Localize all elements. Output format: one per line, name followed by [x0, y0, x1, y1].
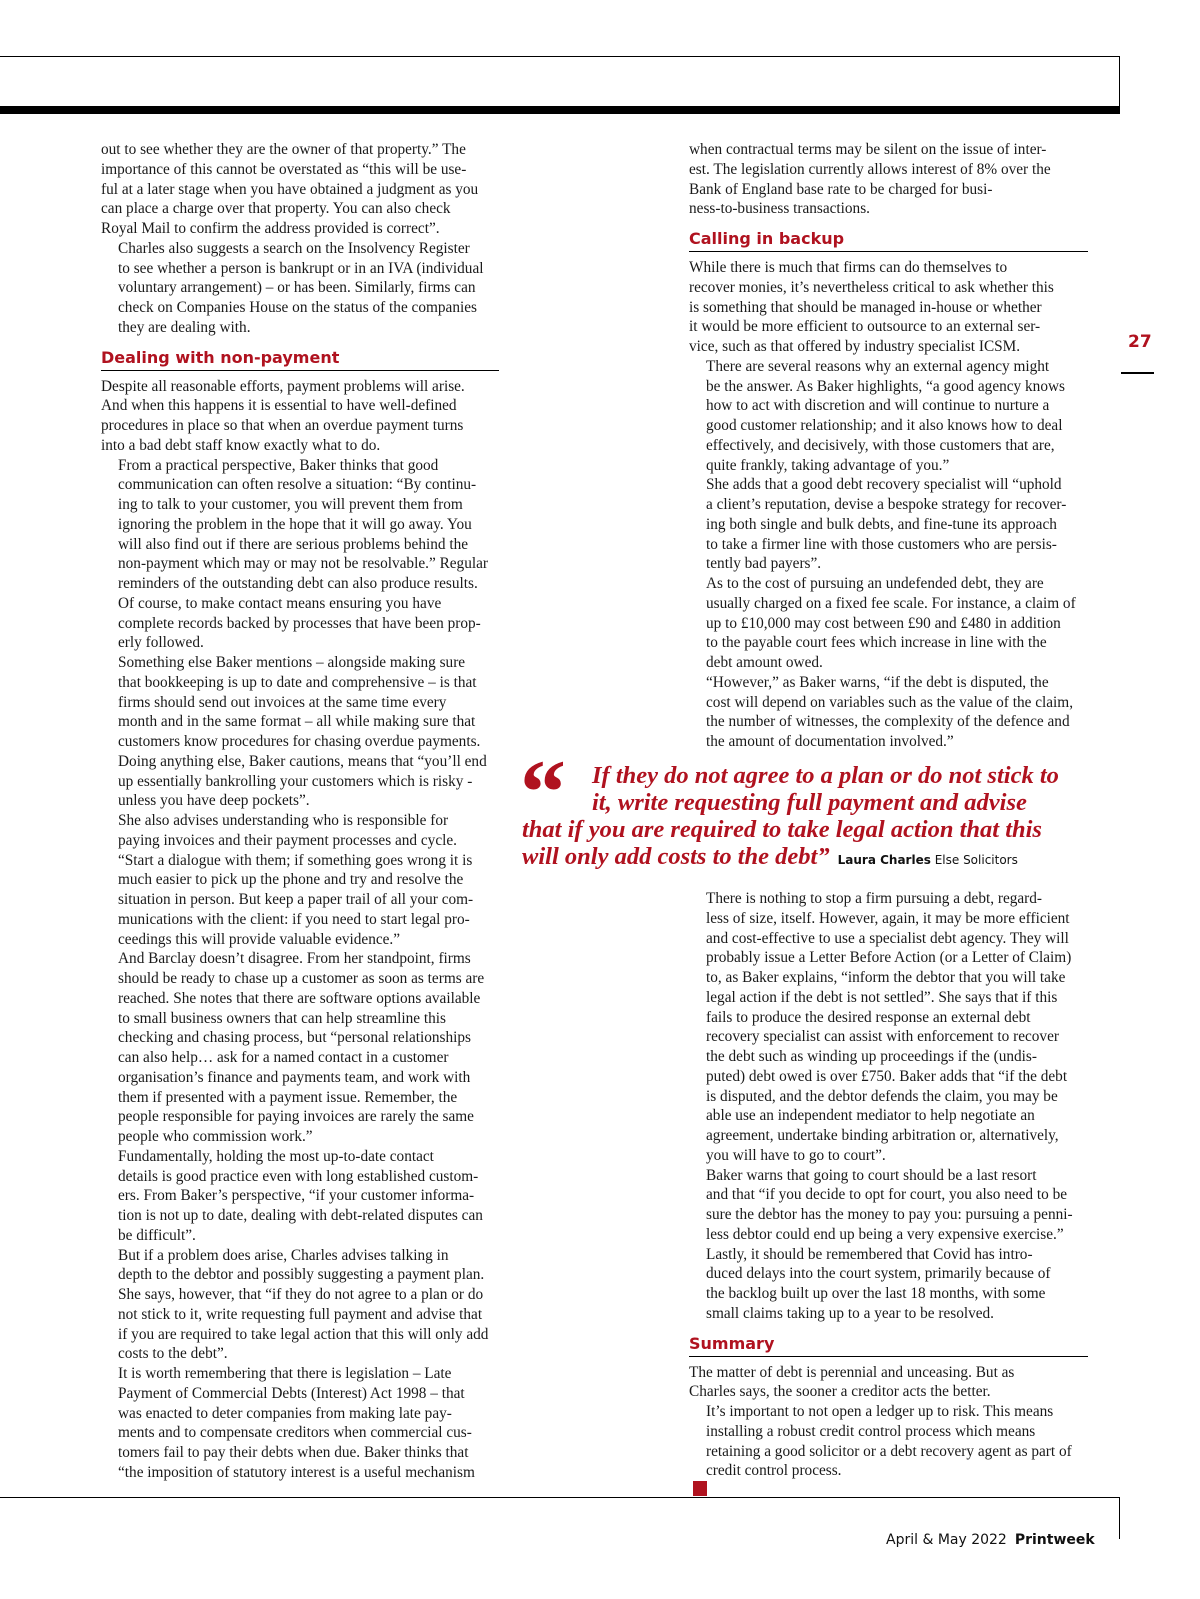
paragraph: [689, 140, 1088, 219]
paragraph: [689, 1166, 1088, 1245]
text-line: As to the cost of pursuing an undefended debt, they are: [706, 575, 1044, 592]
text-line: the backlog built up over the last 18 months, with some: [706, 1285, 1046, 1302]
bottom-vertical-rule: [1119, 1497, 1120, 1539]
attribution-org: Else Solicitors: [934, 853, 1018, 867]
text-line: And when this happens it is essential to have well-defined: [101, 397, 457, 415]
text-line: effectively, and decisively, with those customers that are,: [706, 436, 1055, 454]
quote-mark-icon: “: [520, 741, 566, 843]
text-line: Charles says, the sooner a creditor acts the better.: [689, 1383, 991, 1401]
paragraph: [689, 1363, 1088, 1403]
printweek-end-mark-icon: P: [693, 1481, 707, 1496]
subheading-calling-in-backup: Calling in backup: [689, 229, 1088, 252]
paragraph: [101, 653, 499, 811]
page-footer: [886, 1532, 1095, 1548]
right-column-top: [689, 140, 1088, 752]
text-line: Payment of Commercial Debts (Interest) Act 1998 – that: [118, 1384, 465, 1402]
text-line: erly followed.: [118, 634, 204, 652]
text-line: Bank of England base rate to be charged for busi-: [689, 180, 993, 198]
text-line: Doing anything else, Baker cautions, means that “you’ll end: [118, 752, 487, 770]
text-line: can place a charge over that property. You can also check: [101, 200, 451, 218]
text-line: a client’s reputation, devise a bespoke strategy for recover-: [706, 496, 1067, 513]
pull-quote-line: it, write requesting full payment and advise: [592, 789, 1027, 816]
text-line: recover monies, it’s nevertheless critical to ask whether this: [689, 278, 1054, 296]
text-line: credit control process. P: [689, 1461, 1088, 1496]
final-paragraph: [689, 1402, 1088, 1496]
text-line: puted) debt owed is over £750. Baker adds that “if the debt: [706, 1067, 1068, 1085]
text-line: recovery specialist can assist with enforcement to recover: [706, 1028, 1059, 1046]
text-line: and cost-effective to use a specialist debt agency. They will: [706, 929, 1069, 947]
pull-quote-line: will only add costs to the debt”: [522, 843, 830, 870]
text-line: when contractual terms may be silent on the issue of inter-: [689, 141, 1047, 158]
text-line: to take a firmer line with those customers who are persis-: [706, 535, 1057, 553]
text-line: can also help… ask for a named contact in a customer: [118, 1049, 449, 1066]
text-line: tomers fail to pay their debts when due. Baker thinks that: [118, 1444, 469, 1461]
text-line: customers know procedures for chasing overdue payments.: [118, 733, 481, 750]
paragraph: [689, 475, 1088, 574]
text-line: them if presented with a payment issue. Remember, the: [118, 1088, 458, 1106]
text-line: retaining a good solicitor or a debt recovery agent as part of: [706, 1442, 1072, 1460]
text-line: unless you have deep pockets”.: [118, 792, 310, 810]
text-line: details is good practice even with long established custom-: [118, 1167, 479, 1185]
text-line: procedures in place so that when an overdue payment turns: [101, 417, 464, 434]
text-line: able use an independent mediator to help negotiate an: [706, 1107, 1035, 1125]
paragraph: [101, 594, 499, 653]
text-line: they are dealing with.: [118, 318, 251, 336]
top-vertical-rule: [1119, 56, 1120, 111]
left-column: [101, 140, 499, 1483]
paragraph: [689, 673, 1088, 752]
paragraph: [101, 1147, 499, 1246]
text-line: She adds that a good debt recovery specialist will “uphold: [706, 476, 1062, 494]
text-line: But if a problem does arise, Charles advises talking in: [118, 1246, 449, 1264]
pull-quote-line: If they do not agree to a plan or do not stick to: [592, 762, 1059, 789]
text-line: people responsible for paying invoices are rarely the same: [118, 1108, 474, 1126]
text-line: depth to the debtor and possibly suggesting a payment plan.: [118, 1266, 485, 1284]
page-number: 27: [1128, 332, 1152, 352]
text-line: There are several reasons why an external agency might: [706, 357, 1050, 375]
paragraph: [101, 1364, 499, 1483]
text-line: costs to the debt”.: [118, 1345, 228, 1363]
paragraph: [101, 239, 499, 338]
text-line: to the payable court fees which increase in line with the: [706, 634, 1047, 652]
top-thin-rule: [0, 56, 1120, 57]
page-number-rule: [1121, 372, 1154, 374]
text-line: ness-to-business transactions.: [689, 200, 870, 218]
text-line: installing a robust credit control process which means: [706, 1422, 1036, 1440]
text-line: will also find out if there are serious problems behind the: [118, 535, 469, 553]
paragraph: [689, 258, 1088, 357]
text-line: month and in the same format – all while making sure that: [118, 713, 476, 731]
text-line: checking and chasing process, but “personal relationships: [118, 1029, 472, 1047]
text-line: be difficult”.: [118, 1226, 196, 1244]
text-line: people who commission work.”: [118, 1128, 313, 1145]
text-line: should be ready to chase up a customer as soon as terms are: [118, 970, 485, 987]
text-line: less of size, itself. However, again, it may be more efficient: [706, 909, 1070, 927]
footer-date: April & May 2022: [886, 1532, 1007, 1548]
paragraph: [101, 140, 499, 239]
text-line: munications with the client: if you need to start legal pro-: [118, 910, 470, 928]
text-line: be the answer. As Baker highlights, “a good agency knows: [706, 377, 1065, 395]
text-line: up to £10,000 may cost between £90 and £480 in addition: [706, 614, 1061, 632]
text-line: out to see whether they are the owner of that property.” The: [101, 141, 466, 158]
text-line: legal action if the debt is not settled”. She says that if this: [706, 988, 1058, 1006]
text-line: debt amount owed.: [706, 654, 823, 671]
paragraph: [101, 456, 499, 594]
text-line: tently bad payers”.: [706, 555, 822, 573]
paragraph: [689, 889, 1088, 1166]
text-line: probably issue a Letter Before Action (or a Letter of Claim): [706, 949, 1072, 967]
paragraph: [689, 357, 1088, 476]
text-line: It is worth remembering that there is legislation – Late: [118, 1365, 452, 1382]
text-line: fails to produce the desired response an external debt: [706, 1008, 1031, 1026]
text-line: While there is much that firms can do themselves to: [689, 259, 1008, 276]
paragraph: [101, 1246, 499, 1365]
text-line: good customer relationship; and it also knows how to deal: [706, 417, 1063, 434]
text-line: and that “if you decide to opt for court, you also need to be: [706, 1186, 1068, 1204]
text-line: She also advises understanding who is responsible for: [118, 812, 449, 829]
text-line: ceedings this will provide valuable evidence.”: [118, 930, 401, 948]
text-line: usually charged on a fixed fee scale. For instance, a claim of: [706, 594, 1076, 612]
text-line: ing both single and bulk debts, and fine-tune its approach: [706, 515, 1057, 533]
text-line: much easier to pick up the phone and try and resolve the: [118, 871, 464, 889]
pull-quote: [522, 762, 1102, 874]
text-line: agreement, undertake binding arbitration or, alternatively,: [706, 1127, 1059, 1144]
text-line: small claims taking up to a year to be resolved.: [706, 1304, 995, 1322]
text-line: check on Companies House on the status of the companies: [118, 299, 477, 316]
text-line: to small business owners that can help streamline this: [118, 1009, 446, 1027]
text-line: The matter of debt is perennial and unceasing. But as: [689, 1363, 1015, 1381]
text-line: duced delays into the court system, primarily because of: [706, 1265, 1051, 1283]
text-line: organisation’s finance and payments team, and work with: [118, 1068, 471, 1086]
text-line: the amount of documentation involved.”: [706, 733, 954, 750]
paragraph: [689, 1245, 1088, 1324]
text-line: Of course, to make contact means ensuring you have: [118, 594, 442, 612]
text-line: the debt such as winding up proceedings if the (undis-: [706, 1048, 1037, 1065]
text-line: ing to talk to your customer, you will prevent them from: [118, 496, 463, 513]
text-line: importance of this cannot be overstated as “this will be use-: [101, 160, 467, 178]
text-line: not stick to it, write requesting full payment and advise that: [118, 1305, 483, 1323]
text-line: that bookkeeping is up to date and comprehensive – is that: [118, 673, 477, 691]
text-line: you will have to go to court”.: [706, 1146, 886, 1164]
text-line: From a practical perspective, Baker thinks that good: [118, 456, 439, 474]
text-line: tion is not up to date, dealing with debt-related disputes can: [118, 1207, 483, 1224]
text-line: less debtor could end up being a very expensive exercise.”: [706, 1225, 1064, 1243]
text-line: Something else Baker mentions – alongside making sure: [118, 654, 466, 671]
subheading-summary: Summary: [689, 1334, 1088, 1357]
text-line: complete records backed by processes that have been prop-: [118, 614, 481, 632]
text-line: paying invoices and their payment processes and cycle.: [118, 831, 457, 849]
text-line: firms should send out invoices at the same time every: [118, 693, 447, 711]
text-line: non-payment which may or may not be resolvable.” Regular: [118, 555, 488, 573]
text-line: “However,” as Baker warns, “if the debt is disputed, the: [706, 673, 1049, 691]
right-column-bottom: [689, 889, 1088, 1496]
text-line: There is nothing to stop a firm pursuing a debt, regard-: [706, 890, 1043, 907]
text-line: it would be more efficient to outsource to an external ser-: [689, 318, 1041, 336]
text-line: to see whether a person is bankrupt or in an IVA (individual: [118, 259, 484, 277]
text-line: Charles also suggests a search on the Insolvency Register: [118, 239, 470, 257]
text-line: ful at a later stage when you have obtained a judgment as you: [101, 180, 479, 198]
text-line: situation in person. But keep a paper trail of all your com-: [118, 891, 474, 908]
text-line: Despite all reasonable efforts, payment problems will arise.: [101, 377, 465, 395]
text-line: It’s important to not open a ledger up to risk. This means: [706, 1403, 1054, 1420]
text-line: voluntary arrangement) – or has been. Similarly, firms can: [118, 279, 476, 297]
bottom-rule: [0, 1497, 1120, 1498]
text-line: ments and to compensate creditors when commercial cus-: [118, 1424, 472, 1442]
pull-quote-line: that if you are required to take legal action that this: [522, 816, 1042, 843]
text-line: “Start a dialogue with them; if something goes wrong it is: [118, 851, 473, 869]
text-line: how to act with discretion and will continue to nurture a: [706, 397, 1050, 415]
text-line: “the imposition of statutory interest is a useful mechanism: [118, 1463, 475, 1481]
footer-publication-title: Printweek: [1014, 1532, 1095, 1548]
subheading-dealing-with-non-payment: Dealing with non-payment: [101, 348, 499, 371]
text-line: if you are required to take legal action that this will only add: [118, 1325, 489, 1343]
text-line: And Barclay doesn’t disagree. From her standpoint, firms: [118, 950, 471, 968]
quote-attribution: [838, 853, 1018, 867]
text-line: cost will depend on variables such as the value of the claim,: [706, 693, 1074, 711]
text-line: She says, however, that “if they do not agree to a plan or do: [118, 1286, 484, 1303]
text-line: Royal Mail to confirm the address provided is correct”.: [101, 220, 440, 237]
text-line: sure the debtor has the money to pay you: pursuing a penni-: [706, 1206, 1073, 1223]
text-line: vice, such as that offered by industry specialist ICSM.: [689, 338, 1021, 355]
text-line: Lastly, it should be remembered that Covid has intro-: [706, 1245, 1033, 1263]
text-line: communication can often resolve a situation: “By continu-: [118, 476, 477, 494]
attribution-name: Laura Charles: [837, 853, 931, 867]
text-line: is something that should be managed in-house or whether: [689, 298, 1042, 316]
text-line: Baker warns that going to court should be a last resort: [706, 1166, 1037, 1184]
text-line: est. The legislation currently allows interest of 8% over the: [689, 160, 1051, 178]
text-line: is disputed, and the debtor defends the claim, you may be: [706, 1087, 1058, 1105]
paragraph: [101, 949, 499, 1147]
text-line: ers. From Baker’s perspective, “if your customer informa-: [118, 1187, 475, 1205]
text-line: Fundamentally, holding the most up-to-date contact: [118, 1147, 434, 1165]
text-line: up essentially bankrolling your customers which is risky -: [118, 772, 473, 790]
text-line: ignoring the problem in the hope that it will go away. You: [118, 515, 472, 533]
text-line: quite frankly, taking advantage of you.”: [706, 456, 950, 474]
paragraph: [101, 377, 499, 456]
text-line: was enacted to deter companies from making late pay-: [118, 1404, 452, 1422]
text-line: reached. She notes that there are software options available: [118, 989, 481, 1007]
paragraph: [689, 574, 1088, 673]
pull-quote-last-line: [522, 843, 1102, 874]
paragraph: [101, 811, 499, 949]
top-black-bar: [0, 106, 1120, 114]
text-line: into a bad debt staff know exactly what to do.: [101, 436, 381, 454]
text-line: reminders of the outstanding debt can also produce results.: [118, 575, 478, 592]
text-line: to, as Baker explains, “inform the debtor that you will take: [706, 969, 1066, 986]
text-line: the number of witnesses, the complexity of the defence and: [706, 713, 1070, 731]
